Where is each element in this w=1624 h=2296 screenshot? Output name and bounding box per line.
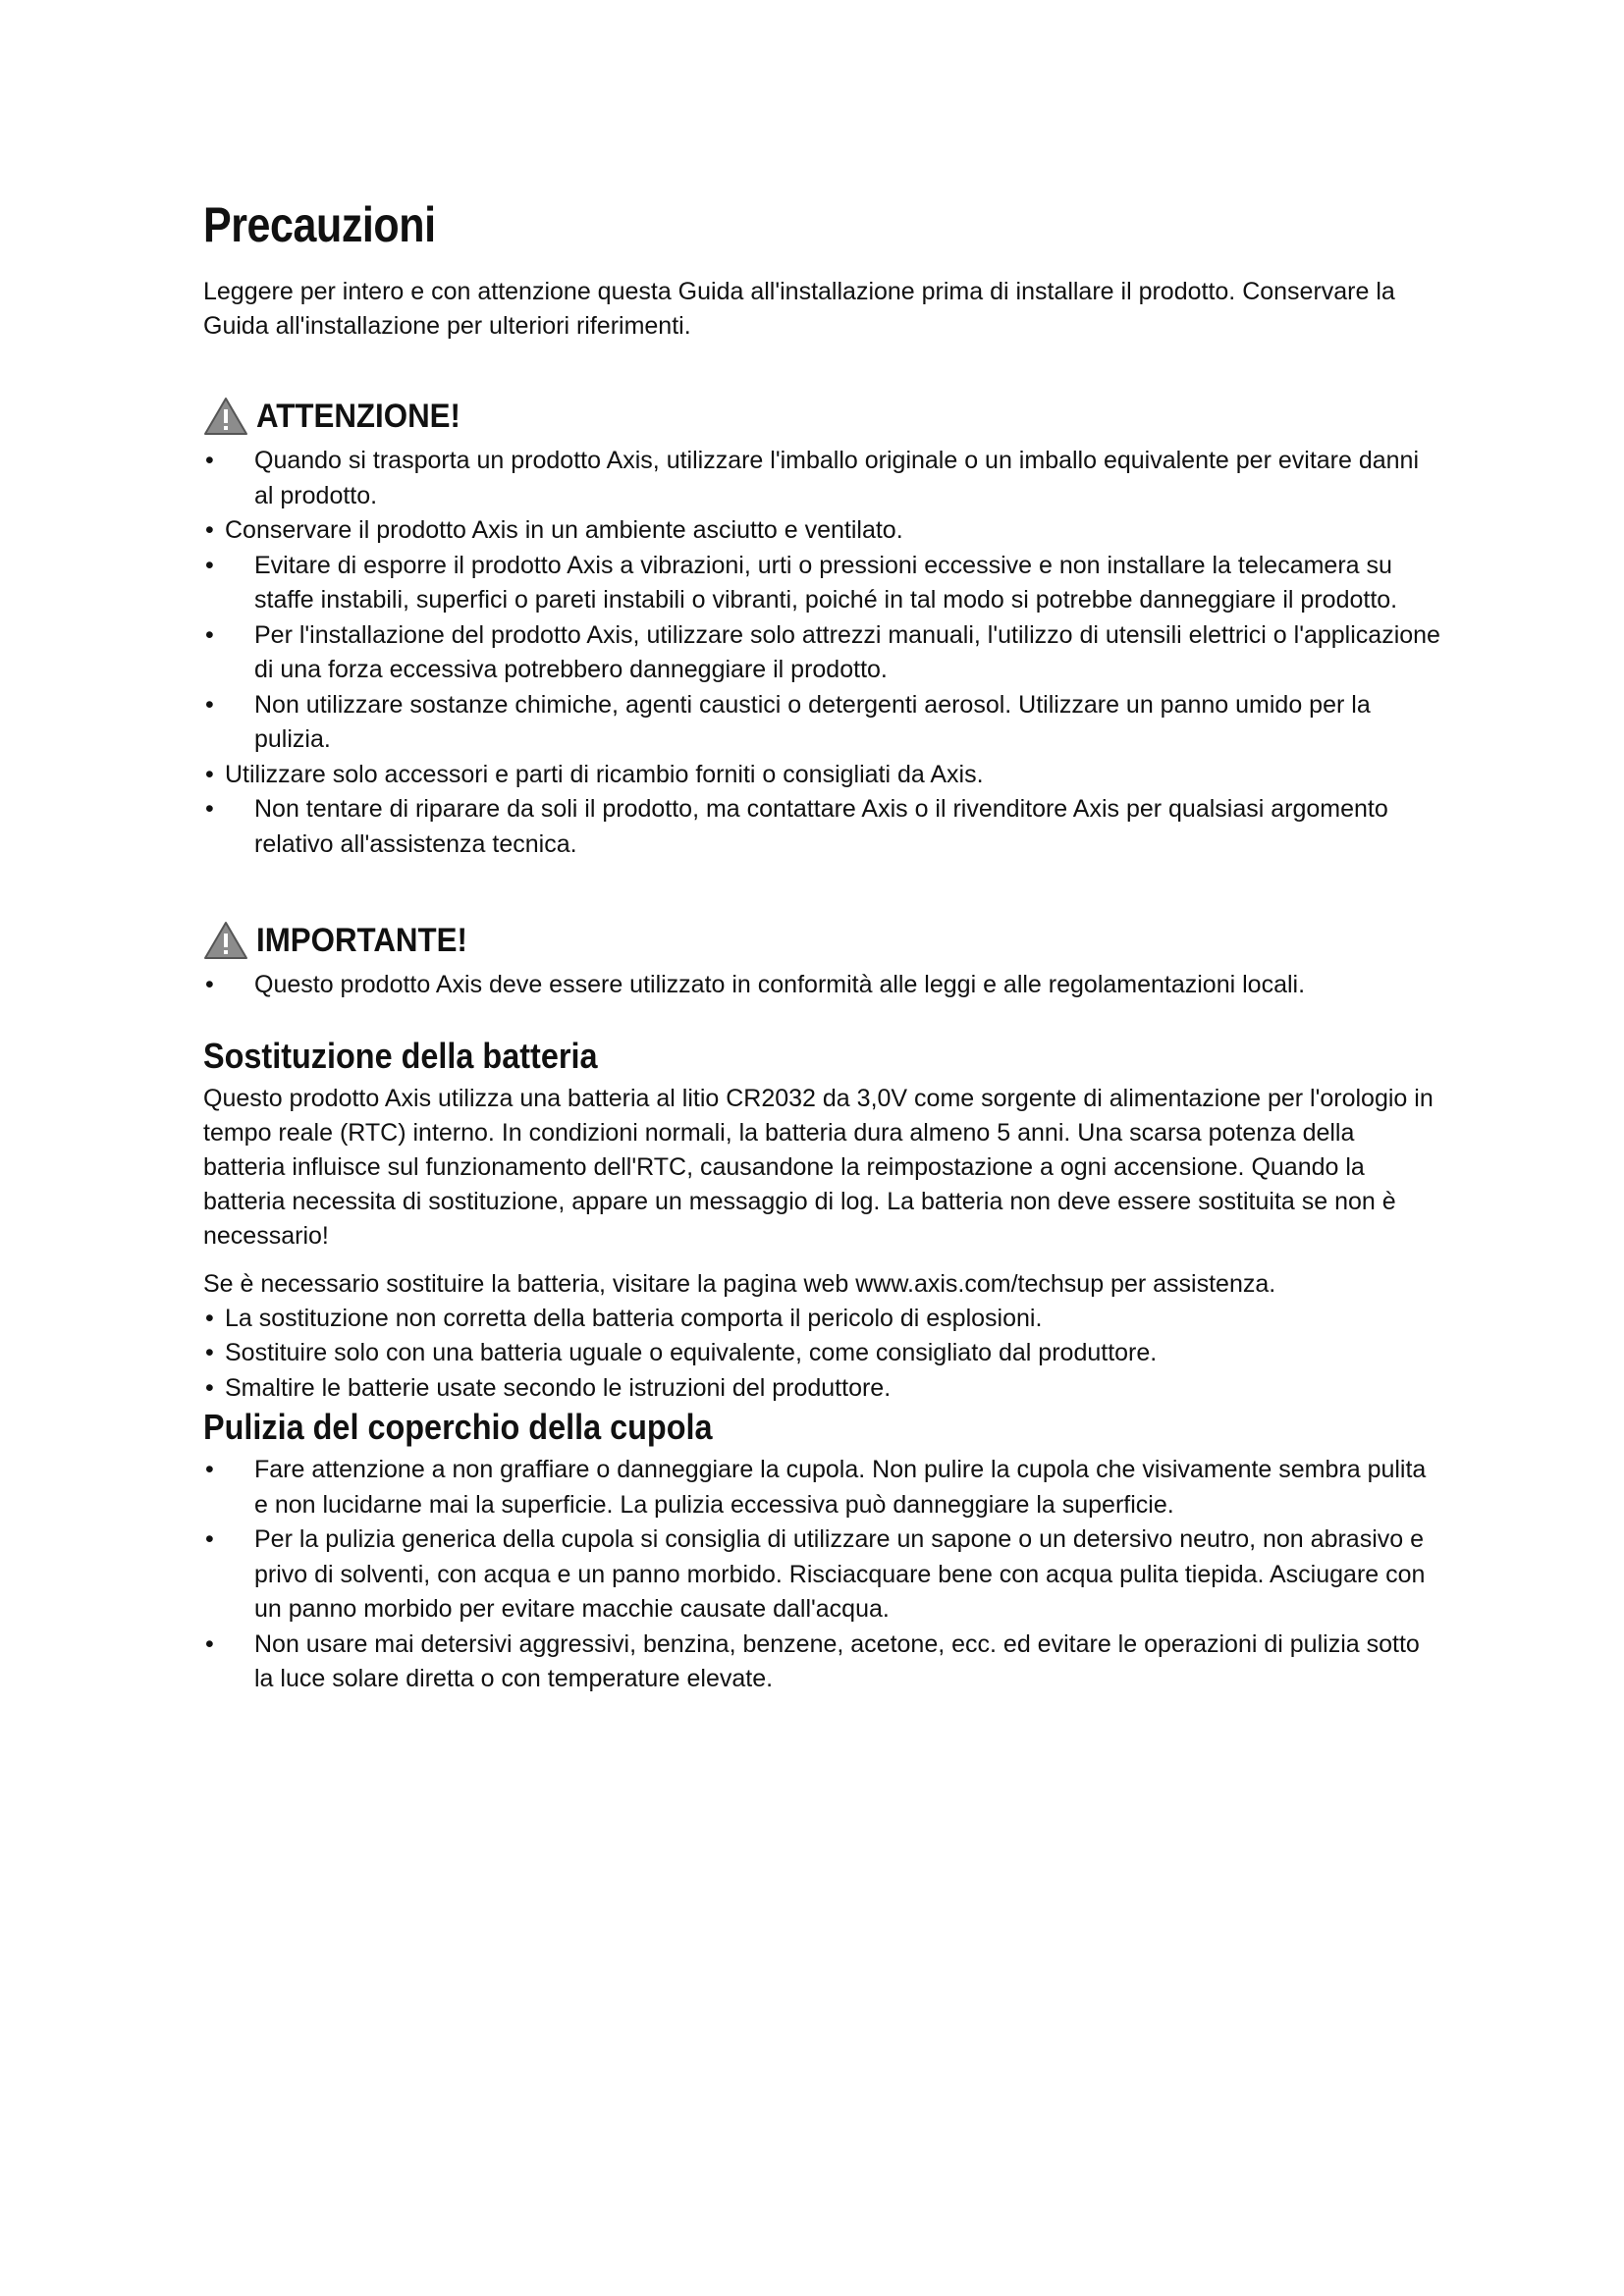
importante-heading-label: IMPORTANTE!: [256, 921, 467, 959]
document-page: [203, 196, 1442, 1697]
dome-cleaning-section: [203, 1406, 1442, 1697]
attenzione-heading: [203, 393, 1442, 440]
list-item: • Per l'installazione del prodotto Axis, utilizzare solo attrezzi manuali, l'utilizzo di utensili elettrici o l'applicazione di una forza eccessiva potrebbero danneggiare il prodotto.: [205, 620, 1440, 683]
list-item: • Utilizzare solo accessori e parti di ricambio forniti o consigliati da Axis.: [205, 760, 984, 788]
importante-heading: [203, 917, 1442, 964]
warning-triangle-icon: [203, 397, 248, 436]
list-item: • Quando si trasporta un prodotto Axis, utilizzare l'imballo originale o un imballo equivalente per evitare danni al prodotto.: [205, 447, 1420, 509]
battery-section: [203, 1035, 1442, 1407]
list-item: • Non tentare di riparare da soli il prodotto, ma contattare Axis o il rivenditore Axis per qualsiasi argomento relativo all'assistenza tecnica.: [205, 795, 1388, 858]
warning-triangle-icon: [203, 921, 248, 960]
list-item: • Smaltire le batterie usate secondo le istruzioni del produttore.: [205, 1373, 892, 1402]
importante-section: [203, 917, 1442, 1003]
list-item: • Fare attenzione a non graffiare o danneggiare la cupola. Non pulire la cupola che visivamente sembra pulita e non lucidarne mai la superficie. La pulizia eccessiva può danneggiare la superficie.: [205, 1456, 1427, 1519]
importante-list: [203, 968, 1442, 1003]
attenzione-heading-label: ATTENZIONE!: [256, 397, 460, 435]
battery-paragraph: Questo prodotto Axis utilizza una batteria al litio CR2032 da 3,0V come sorgente di alimentazione per l'orologio in tempo reale (RTC) interno. In condizioni normali, la batteria dura almeno 5 anni. Una scarsa potenza della batteria influisce sul funzionamento dell'RTC, causandone la reimpostazione a ogni accensione. Quando la batteria necessita di sostituzione, appare un messaggio di log. La batteria non deve essere sostituita se non è necessario!: [203, 1084, 1434, 1250]
battery-list: [203, 1302, 1442, 1407]
list-item: • Non usare mai detersivi aggressivi, benzina, benzene, acetone, ecc. ed evitare le operazioni di pulizia sotto la luce solare diretta o con temperature elevate.: [205, 1629, 1420, 1692]
dome-cleaning-list: [203, 1453, 1442, 1697]
intro-paragraph: Leggere per intero e con attenzione questa Guida all'installazione prima di installare il prodotto. Conservare la Guida all'installazione per ulteriori riferimenti.: [203, 278, 1395, 340]
list-item: • Per la pulizia generica della cupola si consiglia di utilizzare un sapone o un detersivo neutro, non abrasivo e privo di solventi, con acqua e un panno morbido. Risciacquare bene con acqua pulita tiepida. Asciugare con un panno morbido per evitare macchie causate dall'acqua.: [205, 1525, 1426, 1623]
list-item: • Non utilizzare sostanze chimiche, agenti caustici o detergenti aerosol. Utilizzare un panno umido per la pulizia.: [205, 690, 1371, 753]
list-item: • Sostituire solo con una batteria uguale o equivalente, come consigliato dal produttore.: [205, 1339, 1158, 1366]
list-item: • Evitare di esporre il prodotto Axis a vibrazioni, urti o pressioni eccessive e non installare la telecamera su staffe instabili, superfici o pareti instabili o vibranti, poiché in tal modo si potrebbe danneggiare il prodotto.: [205, 551, 1398, 614]
dome-cleaning-heading: Pulizia del coperchio della cupola: [203, 1407, 713, 1447]
page-title: Precauzioni: [203, 197, 436, 252]
attenzione-section: [203, 393, 1442, 862]
list-item: • La sostituzione non corretta della batteria comporta il pericolo di esplosioni.: [205, 1304, 1043, 1332]
battery-support-paragraph: Se è necessario sostituire la batteria, visitare la pagina web www.axis.com/techsup per assistenza.: [203, 1269, 1276, 1298]
attenzione-list: [203, 444, 1442, 862]
list-item: • Questo prodotto Axis deve essere utilizzato in conformità alle leggi e alle regolamentazioni locali.: [205, 971, 1306, 998]
list-item: • Conservare il prodotto Axis in un ambiente asciutto e ventilato.: [205, 516, 903, 544]
battery-heading: Sostituzione della batteria: [203, 1035, 598, 1076]
